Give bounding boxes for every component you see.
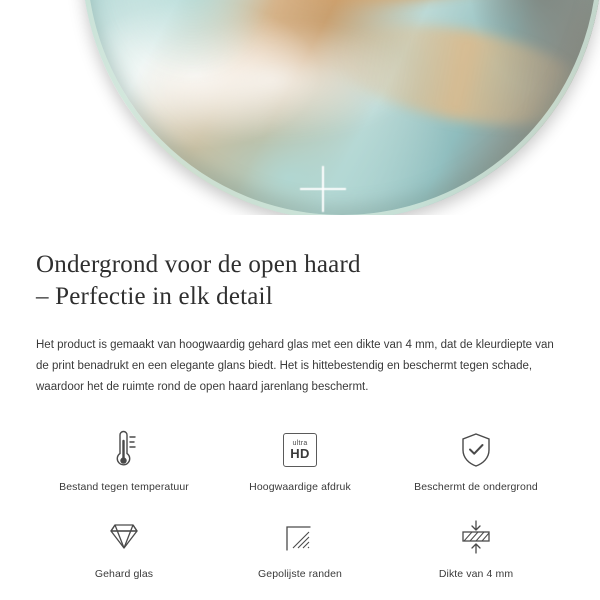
shield-check-icon bbox=[458, 428, 494, 472]
ultra-hd-badge-top: ultra bbox=[292, 440, 308, 447]
feature-item-polished-edges bbox=[212, 515, 388, 580]
round-glass-panel-image bbox=[82, 0, 600, 215]
feature-label: Bestand tegen temperatuur bbox=[59, 481, 189, 493]
page-title-line-2: – Perfectie in elk detail bbox=[36, 283, 273, 310]
hero-image bbox=[0, 0, 600, 215]
ultra-hd-badge-bottom: HD bbox=[290, 446, 310, 461]
thickness-arrows-icon bbox=[454, 515, 498, 559]
feature-item-tempered-glass bbox=[36, 515, 212, 580]
feature-grid bbox=[36, 428, 564, 580]
feature-label: Beschermt de ondergrond bbox=[414, 481, 538, 493]
feature-item-print-quality bbox=[212, 428, 388, 493]
feature-label: Hoogwaardige afdruk bbox=[249, 481, 351, 493]
feature-label: Gehard glas bbox=[94, 568, 154, 580]
feature-item-temperature bbox=[36, 428, 212, 493]
feature-item-surface-protection bbox=[388, 428, 564, 493]
ultra-hd-icon bbox=[283, 428, 317, 472]
polished-edges-icon bbox=[281, 515, 319, 559]
feature-item-thickness bbox=[388, 515, 564, 580]
page-title-line-1: Ondergrond voor de open haard bbox=[36, 251, 361, 278]
feature-label: Gepolijste randen bbox=[257, 568, 342, 580]
thermometer-icon bbox=[104, 428, 144, 472]
feature-label: Dikte van 4 mm bbox=[438, 568, 514, 580]
diamond-icon bbox=[104, 515, 144, 559]
page-title bbox=[36, 249, 564, 313]
content-area bbox=[0, 215, 600, 580]
description-paragraph: Het product is gemaakt van hoogwaardig gehard glas met een dikte van 4 mm, dat de kleurdiepte van de print benadrukt en een elegante glans biedt. Het is hittebestendig en beschermt tegen schade, waardoor het de ruimte rond de open haard jarenlang beschermt. bbox=[36, 339, 554, 393]
glass-edge-rim bbox=[82, 0, 600, 215]
